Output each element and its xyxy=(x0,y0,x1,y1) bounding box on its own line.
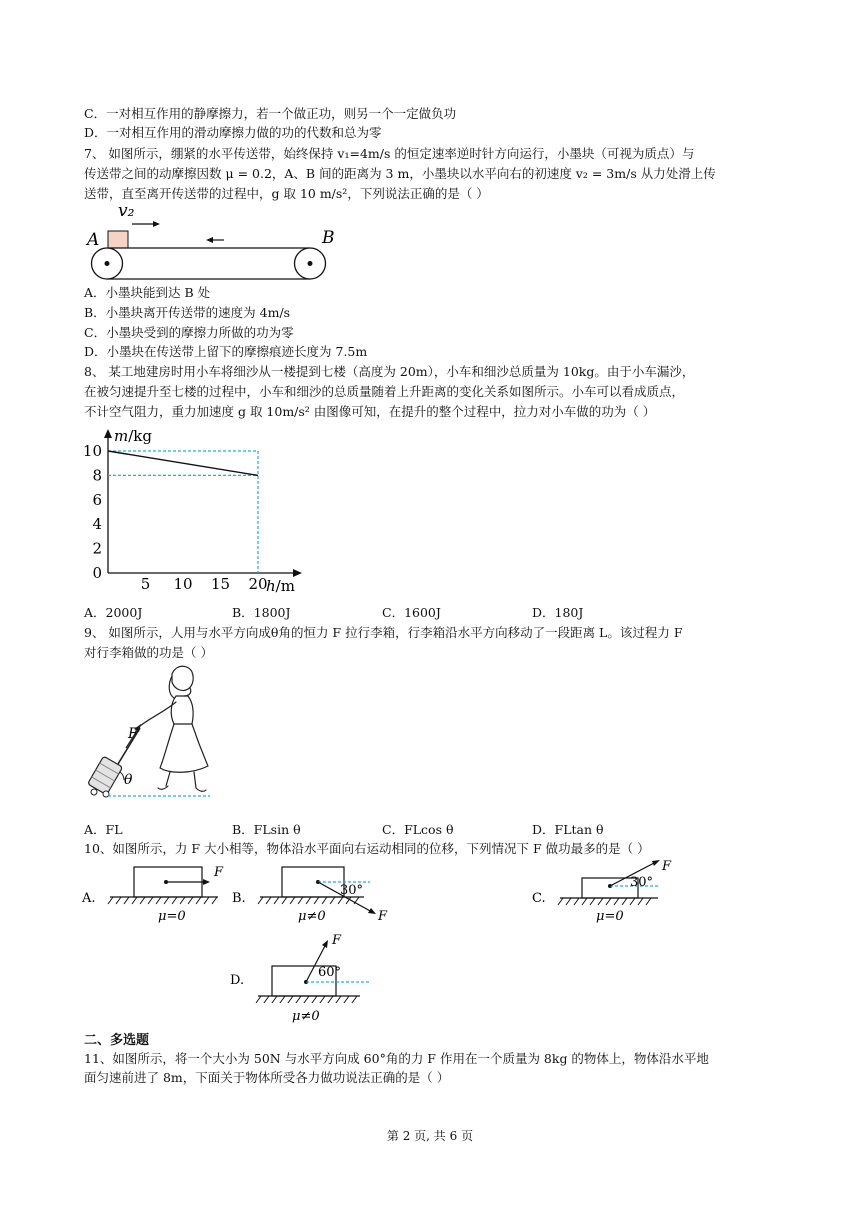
q10-label-b: B. xyxy=(232,891,246,906)
mass-series-line xyxy=(108,451,258,475)
y-tick-label: 6 xyxy=(92,490,102,509)
q9-option-a: A．FL xyxy=(84,822,123,837)
q8-stem-line2: 在被匀速提升至七楼的过程中，小车和细沙的总质量随着上升距离的变化关系如图所示。小车可以看成质点， xyxy=(84,384,685,399)
y-tick-label: 0 xyxy=(92,564,102,582)
y-tick-label: 4 xyxy=(92,515,102,534)
q9-stem-line1: 9、 如图所示，人用与水平方向成θ角的恒力 F 拉行李箱，行李箱沿水平方向移动了一段距离 L。该过程力 F xyxy=(84,625,683,640)
q10-label-d: D. xyxy=(230,973,245,988)
y-axis-label: m/kg xyxy=(114,427,152,445)
q8-option-d: D．180J xyxy=(532,605,584,620)
q8-option-c: C．1600J xyxy=(382,605,441,620)
y-tick-label: 10 xyxy=(82,442,102,460)
point-b-label: B xyxy=(322,228,335,248)
x-tick-label: 15 xyxy=(210,575,231,593)
q10-label-a: A. xyxy=(82,891,96,906)
q6-option-d: D．一对相互作用的滑动摩擦力做的功的代数和总为零 xyxy=(84,125,382,140)
q10-d-force-label: F xyxy=(332,933,342,948)
x-axis-label: h/m xyxy=(266,577,295,595)
q10-c-mu-label: μ=0 xyxy=(596,909,624,924)
q10-c-angle-label: 30° xyxy=(630,875,654,890)
q7-stem-line3: 送带，直至离开传送带的过程中，g 取 10 m/s²，下列说法正确的是（ ） xyxy=(84,186,489,201)
ink-block xyxy=(108,231,128,248)
q8-stem-line1: 8、 某工地建房时用小车将细沙从一楼提到七楼（高度为 20m），小车和细沙总质量为 10kg。由于小车漏沙， xyxy=(84,364,695,379)
q10-figure-c xyxy=(530,856,700,932)
x-axis-arrow xyxy=(293,569,302,577)
y-tick-label: 2 xyxy=(92,539,102,558)
q10-figure-a xyxy=(80,862,240,932)
conveyor-belt-figure xyxy=(84,200,344,280)
q10-a-mu-label: μ=0 xyxy=(158,909,186,924)
q10-b-force-label: F xyxy=(378,909,388,924)
q7-stem-line1: 7、 如图所示，绷紧的水平传送带，始终保持 v₁=4m/s 的恒定速率逆时针方向运行，小墨块（可视为质点）与 xyxy=(84,146,695,161)
q11-stem-line2: 面匀速前进了 8m，下面关于物体所受各力做功说法正确的是（ ） xyxy=(84,1070,450,1085)
section-heading-multiple-choice: 二、多选题 xyxy=(84,1033,150,1048)
y-tick-label: 8 xyxy=(92,466,102,485)
q10-stem: 10、如图所示，力 F 大小相等，物体沿水平面向右运动相同的位移，下列情况下 F 做功最多的是（ ） xyxy=(84,841,650,856)
x-tick-label: 5 xyxy=(140,575,151,593)
q7-option-d: D．小墨块在传送带上留下的摩擦痕迹长度为 7.5m xyxy=(84,344,368,359)
mass-height-chart xyxy=(80,425,320,605)
point-a-label: A xyxy=(87,230,100,250)
woman-pulling-suitcase-figure xyxy=(84,662,224,802)
q10-figure-b xyxy=(232,862,402,932)
q9-option-b: B．FLsin θ xyxy=(232,822,301,837)
q10-b-mu-label: μ≠0 xyxy=(298,909,326,924)
q10-b-angle-label: 30° xyxy=(340,883,364,898)
q6-option-c: C．一对相互作用的静摩擦力，若一个做正功，则另一个一定做负功 xyxy=(84,106,457,121)
q9-option-d: D．FLtan θ xyxy=(532,822,604,837)
q7-stem-line2: 传送带之间的动摩擦因数 μ = 0.2，A、B 间的距离为 3 m，小墨块以水平向右的初速度 v₂ = 3m/s 从力处滑上传 xyxy=(84,166,716,181)
q10-d-mu-label: μ≠0 xyxy=(292,1009,320,1024)
q8-option-a: A．2000J xyxy=(84,605,143,620)
q11-stem-line1: 11、如图所示，将一个大小为 50N 与水平方向成 60°角的力 F 作用在一个质量为 8kg 的物体上，物体沿水平地 xyxy=(84,1051,709,1066)
q10-figure-d xyxy=(230,930,390,1026)
q7-option-b: B．小墨块离开传送带的速度为 4m/s xyxy=(84,305,291,320)
y-axis-arrow xyxy=(104,429,112,438)
q8-option-b: B．1800J xyxy=(232,605,291,620)
q10-a-force-label: F xyxy=(214,865,224,880)
q10-c-force-label: F xyxy=(662,859,672,874)
q7-option-a: A．小墨块能到达 B 处 xyxy=(84,285,211,300)
q10-d-angle-label: 60° xyxy=(318,965,342,980)
v2-label: v₂ xyxy=(118,201,135,221)
theta-label: θ xyxy=(124,772,133,788)
q9-option-c: C．FLcos θ xyxy=(382,822,454,837)
q10-label-c: C. xyxy=(532,891,546,906)
q8-stem-line3: 不计空气阻力，重力加速度 g 取 10m/s² 由图像可知，在提升的整个过程中，拉力对小车做的功为（ ） xyxy=(84,404,656,419)
q7-option-c: C．小墨块受到的摩擦力所做的功为零 xyxy=(84,325,294,340)
force-f-label: F xyxy=(128,726,138,742)
page-footer: 第 2 页, 共 6 页 xyxy=(386,1129,474,1143)
x-tick-label: 10 xyxy=(173,575,193,593)
x-tick-label: 20 xyxy=(248,575,268,593)
q9-stem-line2: 对行李箱做的功是（ ） xyxy=(84,645,213,660)
